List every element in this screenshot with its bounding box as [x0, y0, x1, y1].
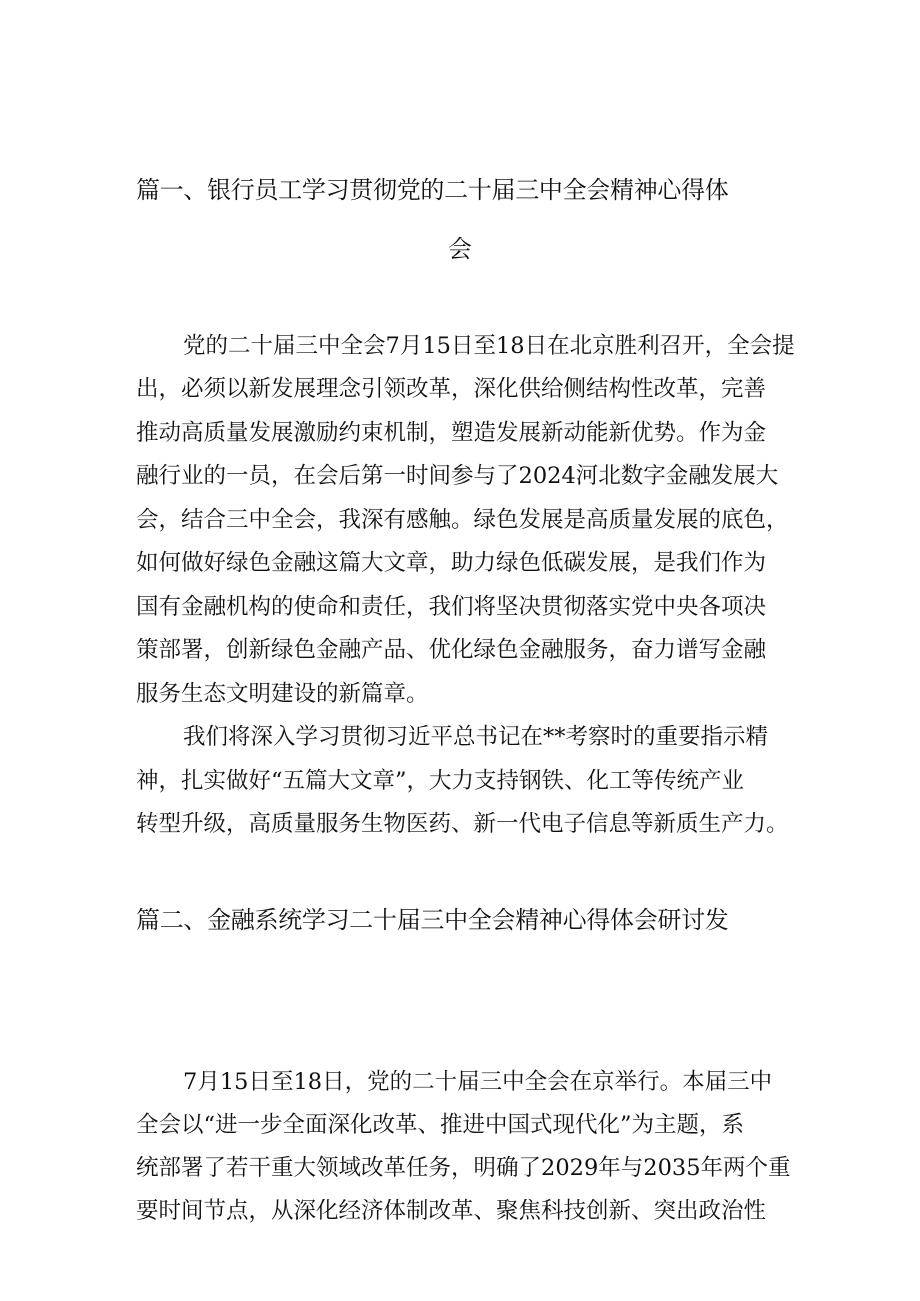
paragraph-line: 神，扎实做好“五篇大文章”，大力支持钢铁、化工等传统产业	[136, 768, 745, 794]
article2-title: 篇二、金融系统学习二十届三中全会精神心得体会研讨发	[136, 906, 729, 934]
paragraph-line: 如何做好绿色金融这篇大文章，助力绿色低碳发展，是我们作为	[136, 550, 767, 576]
paragraph-line: 策部署，创新绿色金融产品、优化绿色金融服务，奋力谱写金融	[136, 637, 767, 663]
paragraph-line: 全会以“进一步全面深化改革、推进中国式现代化”为主题，系	[136, 1112, 745, 1138]
paragraph-line: 推动高质量发展激励约束机制，塑造发展新动能新优势。作为金	[136, 420, 767, 446]
paragraph-line: 统部署了若干重大领域改革任务，明确了2029年与2035年两个重	[136, 1155, 791, 1181]
paragraph-line: 要时间节点，从深化经济体制改革、聚焦科技创新、突出政治性	[136, 1198, 767, 1224]
article1-title-line2: 会	[448, 235, 472, 263]
paragraph-line: 服务生态文明建设的新篇章。	[136, 681, 429, 707]
paragraph-line: 转型升级，高质量服务生物医药、新一代电子信息等新质生产力。	[136, 811, 789, 837]
paragraph-line: 7月15日至18日，党的二十届三中全会在京举行。本届三中	[183, 1069, 773, 1095]
paragraph-line: 会，结合三中全会，我深有感触。绿色发展是高质量发展的底色，	[136, 507, 789, 533]
article1-title-line1: 篇一、银行员工学习贯彻党的二十届三中全会精神心得体	[136, 176, 729, 204]
paragraph-line: 我们将深入学习贯彻习近平总书记在**考察时的重要指示精	[183, 724, 769, 750]
paragraph-line: 融行业的一员，在会后第一时间参与了2024河北数字金融发展大	[136, 463, 779, 489]
paragraph-line: 出，必须以新发展理念引领改革，深化供给侧结构性改革，完善	[136, 376, 767, 402]
paragraph-line: 国有金融机构的使命和责任，我们将坚决贯彻落实党中央各项决	[136, 594, 767, 620]
paragraph-line: 党的二十届三中全会7月15日至18日在北京胜利召开，全会提	[183, 333, 795, 359]
